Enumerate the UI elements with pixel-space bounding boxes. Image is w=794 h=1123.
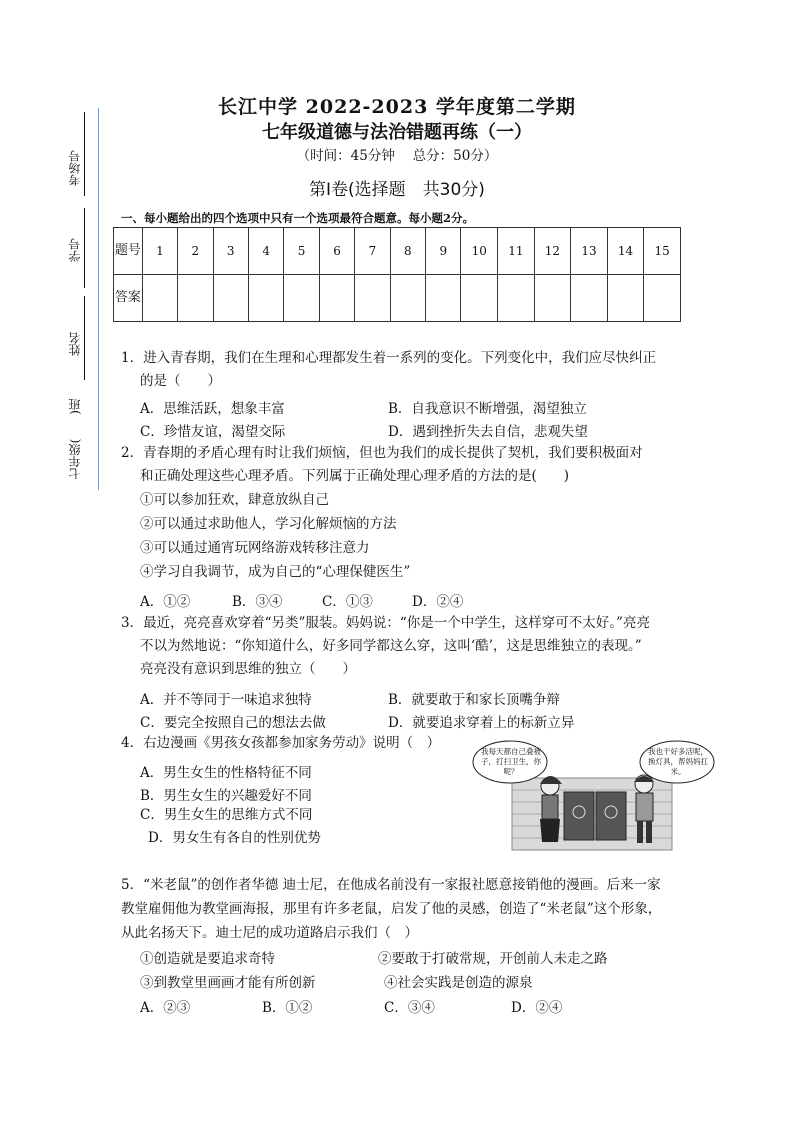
q3-option-c[interactable]: C．要完全按照自己的想法去做 bbox=[140, 715, 326, 731]
exam-title: 长江中学 2022-2023 学年度第二学期 bbox=[218, 96, 576, 118]
answer-cell[interactable] bbox=[390, 275, 425, 322]
q2-item-1: ①可以参加狂欢，肆意放纵自己 bbox=[140, 492, 329, 508]
speech-bubble-left: 我每天都自己叠被子，打扫卫生，你呢？ bbox=[481, 747, 541, 776]
answer-cell[interactable] bbox=[355, 275, 390, 322]
q2-option-b[interactable]: B．③④ bbox=[232, 594, 283, 610]
q4-option-a[interactable]: A．男生女生的性格特征不同 bbox=[140, 765, 312, 781]
answer-cell[interactable] bbox=[142, 275, 177, 322]
answer-cell[interactable] bbox=[426, 275, 461, 322]
answer-cell[interactable] bbox=[461, 275, 498, 322]
name-label: 姓名 bbox=[68, 332, 82, 356]
table-number-cell: 6 bbox=[319, 228, 354, 275]
question-2-stem: 2．青春期的矛盾心理有时让我们烦恼，但也为我们的成长提供了契机，我们要积极面对 和正确处理这些心理矛盾。下列属于正确处理心理矛盾的方法的是( ) bbox=[121, 445, 643, 484]
answer-cell[interactable] bbox=[498, 275, 535, 322]
name-blank[interactable] bbox=[84, 296, 85, 380]
table-number-cell: 1 bbox=[142, 228, 177, 275]
question-1-stem: 1．进入青春期，我们在生理和心理都发生着一系列的变化。下列变化中，我们应尽快纠正 的是（ ） bbox=[121, 350, 657, 389]
answer-cell[interactable] bbox=[319, 275, 354, 322]
q3-option-b[interactable]: B．就要敢于和家长顶嘴争辩 bbox=[388, 692, 560, 708]
table-number-cell: 3 bbox=[213, 228, 248, 275]
table-number-cell: 10 bbox=[461, 228, 498, 275]
q2-item-4: ④学习自我调节，成为自己的“心理保健医生” bbox=[140, 564, 411, 580]
q4-option-b[interactable]: B．男生女生的兴趣爱好不同 bbox=[140, 788, 312, 804]
table-number-cell: 8 bbox=[390, 228, 425, 275]
table-number-cell: 5 bbox=[284, 228, 319, 275]
q2-option-c[interactable]: C．①③ bbox=[322, 594, 373, 610]
table-number-cell: 15 bbox=[644, 228, 681, 275]
cartoon-image bbox=[472, 740, 715, 853]
q2-item-2: ②可以通过求助他人，学习化解烦恼的方法 bbox=[140, 516, 397, 532]
question-3-stem: 3．最近，亮亮喜欢穿着“另类”服装。妈妈说：“你是一个中学生，这样穿可不太好。”亮亮 不以为然地说：“你知道什么，好多同学都这么穿，这叫‘酷’，这是思维独立的表现。” 亮亮没有意识到思维的独立（ ） bbox=[121, 615, 650, 677]
class-label: 七年级( )班 bbox=[68, 398, 82, 480]
q5-item-4: ④社会实践是创造的源泉 bbox=[384, 975, 533, 991]
instruction: 一、每小题给出的四个选项中只有一个选项最符合题意。每小题2分。 bbox=[121, 211, 474, 225]
question-4-stem: 4．右边漫画《男孩女孩都参加家务劳动》说明（ ） bbox=[121, 735, 441, 751]
q1-option-c[interactable]: C．珍惜友谊，渴望交际 bbox=[140, 424, 286, 440]
q3-option-a[interactable]: A．并不等同于一味追求独特 bbox=[140, 692, 312, 708]
table-number-cell: 11 bbox=[498, 228, 535, 275]
q5-item-1: ①创造就是要追求奇特 bbox=[140, 951, 275, 967]
table-number-cell: 4 bbox=[248, 228, 283, 275]
q5-item-3: ③到教堂里画画才能有所创新 bbox=[140, 975, 316, 991]
q4-option-c[interactable]: C．男生女生的思维方式不同 bbox=[140, 807, 313, 823]
q1-option-d[interactable]: D．遇到挫折失去自信，悲观失望 bbox=[388, 424, 588, 440]
answer-cell[interactable] bbox=[178, 275, 213, 322]
answer-cell[interactable] bbox=[284, 275, 319, 322]
q1-option-a[interactable]: A．思维活跃，想象丰富 bbox=[140, 401, 285, 417]
answer-cell[interactable] bbox=[644, 275, 681, 322]
answer-cell[interactable] bbox=[534, 275, 571, 322]
exam-meta: （时间：45分钟 总分：50分） bbox=[296, 148, 498, 164]
q3-option-d[interactable]: D．就要追求穿着上的标新立异 bbox=[388, 715, 575, 731]
table-number-cell: 9 bbox=[426, 228, 461, 275]
exam-room-label: 考场号 bbox=[68, 150, 82, 186]
q4-option-d[interactable]: D．男女生有各自的性别优势 bbox=[148, 830, 321, 846]
exam-subtitle: 七年级道德与法治错题再练（一） bbox=[262, 122, 532, 143]
student-id-label: 学号 bbox=[68, 238, 82, 262]
q5-option-d[interactable]: D．②④ bbox=[511, 1000, 563, 1016]
speech-bubble-right: 我也干好多活呢，换灯具，帮妈妈扛米。 bbox=[648, 747, 708, 776]
question-5-stem: 5．“米老鼠”的创作者华德 迪士尼，在他成名前没有一家报社愿意接销他的漫画。后来一家 教堂雇佣他为教堂画海报，那里有许多老鼠，启发了他的灵感，创造了“米老鼠”这个形象， 从此名扬天下。迪士尼的成功道路启示我们（ ） bbox=[121, 877, 662, 941]
table-header-cell: 题号 bbox=[114, 228, 143, 275]
answer-cell[interactable] bbox=[607, 275, 644, 322]
binding-line bbox=[98, 108, 99, 490]
table-number-cell: 14 bbox=[607, 228, 644, 275]
student-id-blank[interactable] bbox=[84, 208, 85, 288]
q5-option-c[interactable]: C．③④ bbox=[384, 1000, 435, 1016]
q1-option-b[interactable]: B．自我意识不断增强，渴望独立 bbox=[388, 401, 587, 417]
section-title: 第Ⅰ卷(选择题 共30分) bbox=[309, 180, 485, 200]
answer-cell[interactable] bbox=[571, 275, 608, 322]
table-number-cell: 2 bbox=[178, 228, 213, 275]
table-row bbox=[114, 228, 681, 275]
answer-cell[interactable] bbox=[248, 275, 283, 322]
table-number-cell: 12 bbox=[534, 228, 571, 275]
answer-cell[interactable] bbox=[213, 275, 248, 322]
table-number-cell: 13 bbox=[571, 228, 608, 275]
table-header-cell: 答案 bbox=[114, 275, 143, 322]
q2-option-a[interactable]: A．①② bbox=[140, 594, 191, 610]
answer-table bbox=[113, 227, 681, 322]
q5-item-2: ②要敢于打破常规，开创前人未走之路 bbox=[378, 951, 608, 967]
q5-option-a[interactable]: A．②③ bbox=[140, 1000, 191, 1016]
table-row bbox=[114, 275, 681, 322]
q2-option-d[interactable]: D．②④ bbox=[412, 594, 464, 610]
q5-option-b[interactable]: B．①② bbox=[262, 1000, 313, 1016]
q2-item-3: ③可以通过通宵玩网络游戏转移注意力 bbox=[140, 540, 370, 556]
table-number-cell: 7 bbox=[355, 228, 390, 275]
